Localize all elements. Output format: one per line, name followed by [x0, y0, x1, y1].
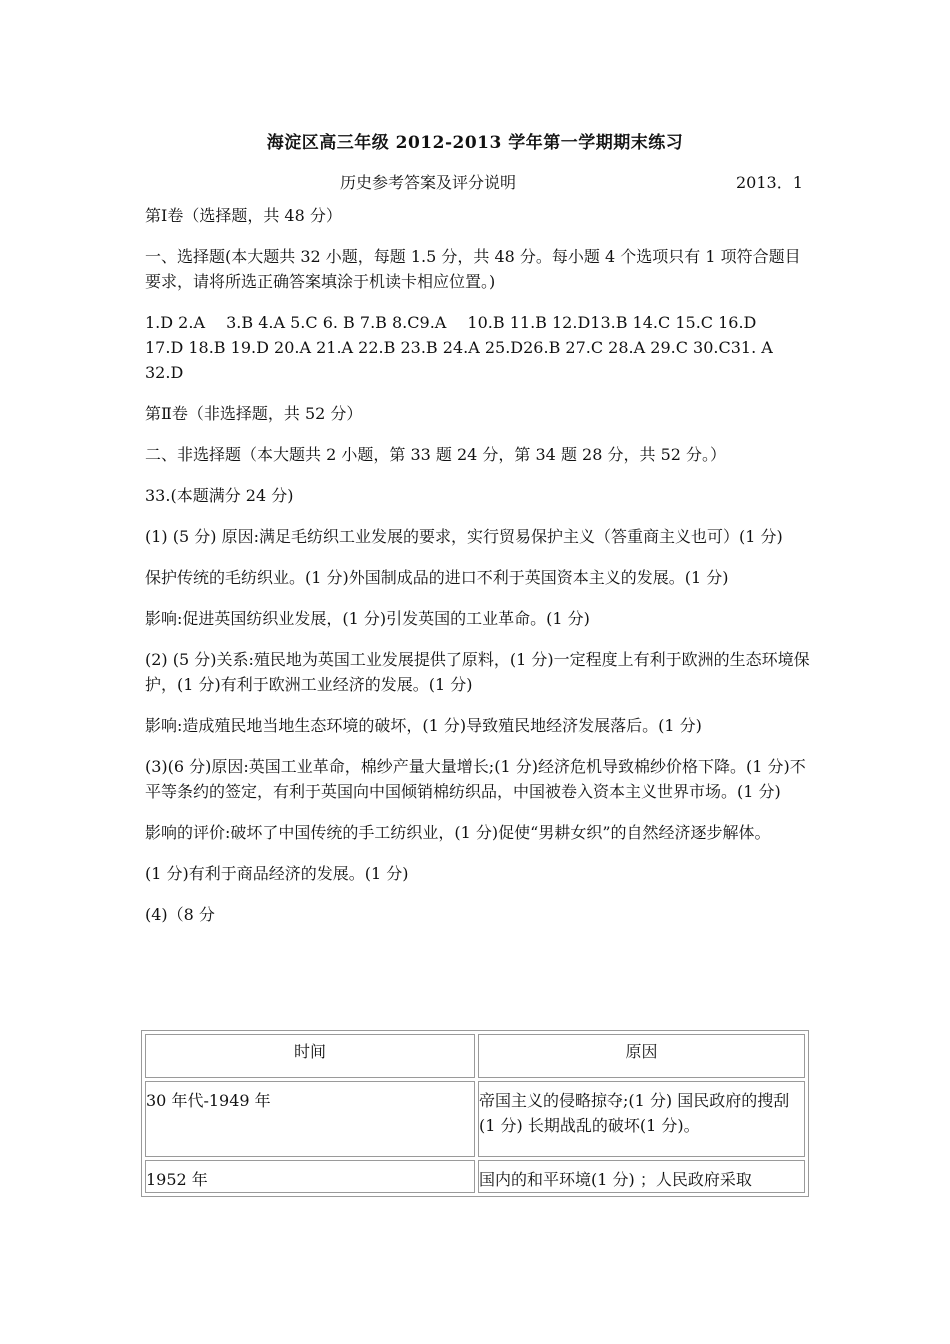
- answer-paragraph: 影响的评价:破坏了中国传统的手工纺织业，(1 分)促使“男耕女织”的自然经济逐步解体。: [145, 823, 771, 842]
- table-row: [145, 1081, 805, 1157]
- table-header-reason: 原因: [478, 1034, 805, 1078]
- answer-paragraph: (2) (5 分)关系:殖民地为英国工业发展提供了原料，(1 分)一定程度上有利于欧洲的生态环境保护，(1 分)有利于欧洲工业经济的发展。(1 分): [145, 650, 810, 694]
- answer-paragraph: (1) (5 分) 原因:满足毛纺织工业发展的要求，实行贸易保护主义（答重商主义也可）(1 分): [145, 527, 783, 546]
- multiple-choice-answers: 1.D 2.A 3.B 4.A 5.C 6. B 7.B 8.C9.A 10.B 11.B 12.D13.B 14.C 15.C 16.D 17.D 18.B 19.D 20.A 21.A 22.B 23.B 24.A 25.D26.B 27.C 28.A 29.C 30.C31. A 32.D: [145, 313, 778, 382]
- table-cell-reason: 帝国主义的侵略掠夺;(1 分) 国民政府的搜刮(1 分) 长期战乱的破坏(1 分)。: [478, 1081, 805, 1157]
- answer-paragraph: 影响:促进英国纺织业发展，(1 分)引发英国的工业革命。(1 分): [145, 609, 590, 628]
- answer-table: [141, 1030, 809, 1197]
- multiple-choice-instructions: 一、选择题(本大题共 32 小题，每题 1.5 分，共 48 分。每小题 4 个选项只有 1 项符合题目要求，请将所选正确答案填涂于机读卡相应位置。): [145, 247, 801, 291]
- table-header-time: 时间: [145, 1034, 475, 1078]
- document-date: 2013．1: [736, 173, 803, 192]
- table-row: [145, 1160, 805, 1193]
- section-heading-part2: 第Ⅱ卷（非选择题，共 52 分）: [145, 404, 363, 423]
- answer-paragraph: (1 分)有利于商品经济的发展。(1 分): [145, 864, 409, 883]
- document-body: [145, 203, 813, 943]
- table-cell-reason: 国内的和平环境(1 分) ；人民政府采取: [478, 1160, 805, 1193]
- document-title: 海淀区高三年级 2012-2013 学年第一学期期末练习: [266, 133, 684, 153]
- answer-paragraph: 影响:造成殖民地当地生态环境的破坏，(1 分)导致殖民地经济发展落后。(1 分): [145, 716, 702, 735]
- section-heading-part1: 第Ⅰ卷（选择题，共 48 分）: [145, 206, 342, 225]
- table-cell-time: 30 年代-1949 年: [145, 1081, 475, 1157]
- non-choice-instructions: 二、非选择题（本大题共 2 小题，第 33 题 24 分，第 34 题 28 分，共 52 分。）: [145, 445, 727, 464]
- answer-paragraph: (4)（8 分: [145, 905, 215, 924]
- question-33-heading: 33.(本题满分 24 分): [145, 486, 294, 505]
- answer-paragraph: 保护传统的毛纺织业。(1 分)外国制成品的进口不利于英国资本主义的发展。(1 分): [145, 568, 729, 587]
- answer-paragraph: (3)(6 分)原因:英国工业革命，棉纱产量大量增长;(1 分)经济危机导致棉纱价格下降。(1 分)不平等条约的签定，有利于英国向中国倾销棉纺织品，中国被卷入资本主义世界市场。(1 分): [145, 757, 806, 801]
- document-subtitle: 历史参考答案及评分说明: [340, 173, 517, 192]
- table-cell-time: 1952 年: [145, 1160, 475, 1193]
- table-header-row: [145, 1034, 805, 1078]
